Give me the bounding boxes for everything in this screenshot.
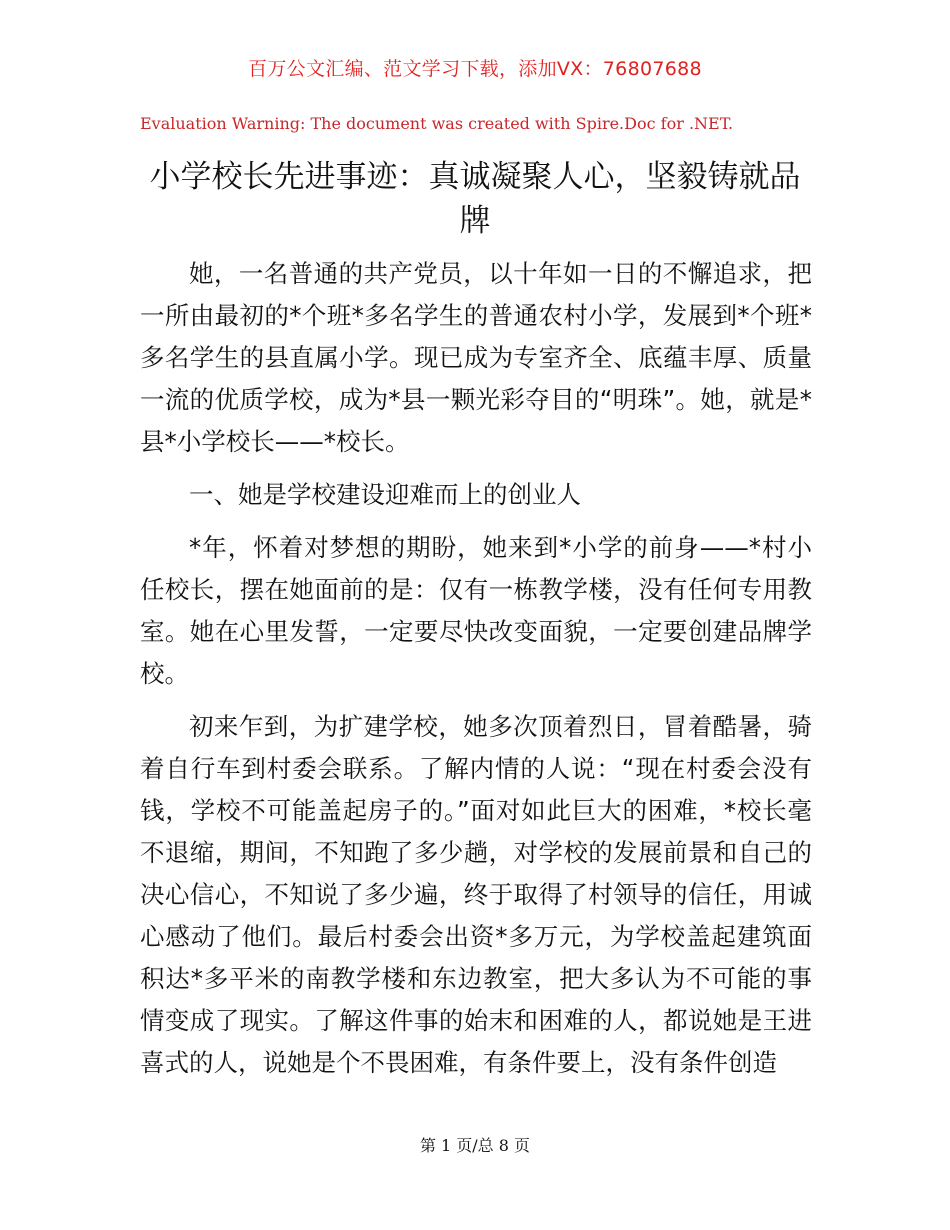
paragraph: 初来乍到，为扩建学校，她多次顶着烈日，冒着酷暑，骑着自行车到村委会联系。了解内情的人说：“现在村委会没有钱，学校不可能盖起房子的。”面对如此巨大的困难，*校长毫不退缩，期间，不知跑了多少趟，对学校的发展前景和自己的决心信心，不知说了多少遍，终于取得了村领导的信任，用诚心感动了他们。最后村委会出资*多万元，为学校盖起建筑面积达*多平米的南教学楼和东边教室，把大多认为不可能的事情变成了现实。了解这件事的始末和困难的人，都说她是王进喜式的人，说她是个不畏困难，有条件要上，没有条件创造: [140, 712, 812, 1077]
document-title: 小学校长先进事迹：真诚凝聚人心，坚毅铸就品牌: [149, 159, 801, 239]
evaluation-warning: Evaluation Warning: The document was created with Spire.Doc for .NET.: [140, 114, 734, 133]
document-body: [140, 253, 812, 1095]
header-banner: 百万公文汇编、范文学习下载，添加VX：76807688: [248, 58, 702, 80]
section-heading: 一、她是学校建设迎难而上的创业人: [189, 480, 581, 509]
page-footer: 第 1 页/总 8 页: [419, 1136, 531, 1155]
paragraph-intro: 她，一名普通的共产党员，以十年如一日的不懈追求，把一所由最初的*个班*多名学生的普通农村小学，发展到*个班*多名学生的县直属小学。现已成为专室齐全、底蕴丰厚、质量一流的优质学校，成为*县一颗光彩夺目的“明珠”。她，就是*县*小学校长——*校长。: [140, 259, 812, 456]
paragraph: *年，怀着对梦想的期盼，她来到*小学的前身——*村小任校长，摆在她面前的是：仅有一栋教学楼，没有任何专用教室。她在心里发誓，一定要尽快改变面貌，一定要创建品牌学校。: [140, 533, 812, 688]
